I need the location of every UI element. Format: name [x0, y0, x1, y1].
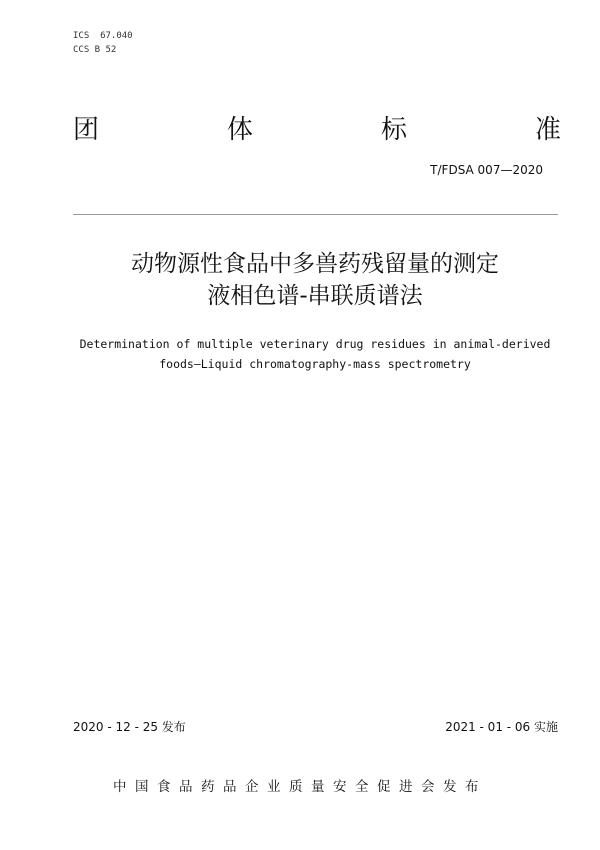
- chinese-title-line-2: 液相色谱-串联质谱法: [207, 283, 423, 309]
- dates-row: [73, 718, 558, 735]
- ics-code: ICS 67.040: [73, 31, 133, 41]
- english-title-line-1: Determination of multiple veterinary drug residues in animal-derived: [79, 337, 551, 351]
- chinese-title-line-1: 动物源性食品中多兽药残留量的测定: [131, 251, 499, 277]
- classification-codes: [73, 29, 133, 57]
- publisher: 中国食品药品企业质量安全促进会发布: [113, 779, 487, 795]
- issue-date: 2020 - 12 - 25 发布: [73, 720, 186, 734]
- standard-type-char: 准: [534, 115, 561, 145]
- header-divider: [73, 214, 558, 215]
- chinese-title: [0, 248, 600, 312]
- english-title-line-2: foods—Liquid chromatography-mass spectrometry: [159, 357, 471, 371]
- ccs-code: CCS B 52: [73, 45, 117, 55]
- standard-number: T/FDSA 007—2020: [430, 163, 543, 177]
- standard-type-char: 标: [380, 115, 407, 145]
- standard-type-heading: [73, 112, 561, 148]
- implementation-date: 2021 - 01 - 06 实施: [445, 720, 558, 734]
- standard-type-char: 团: [73, 115, 100, 145]
- english-title: [20, 334, 600, 374]
- standard-type-char: 体: [226, 115, 253, 145]
